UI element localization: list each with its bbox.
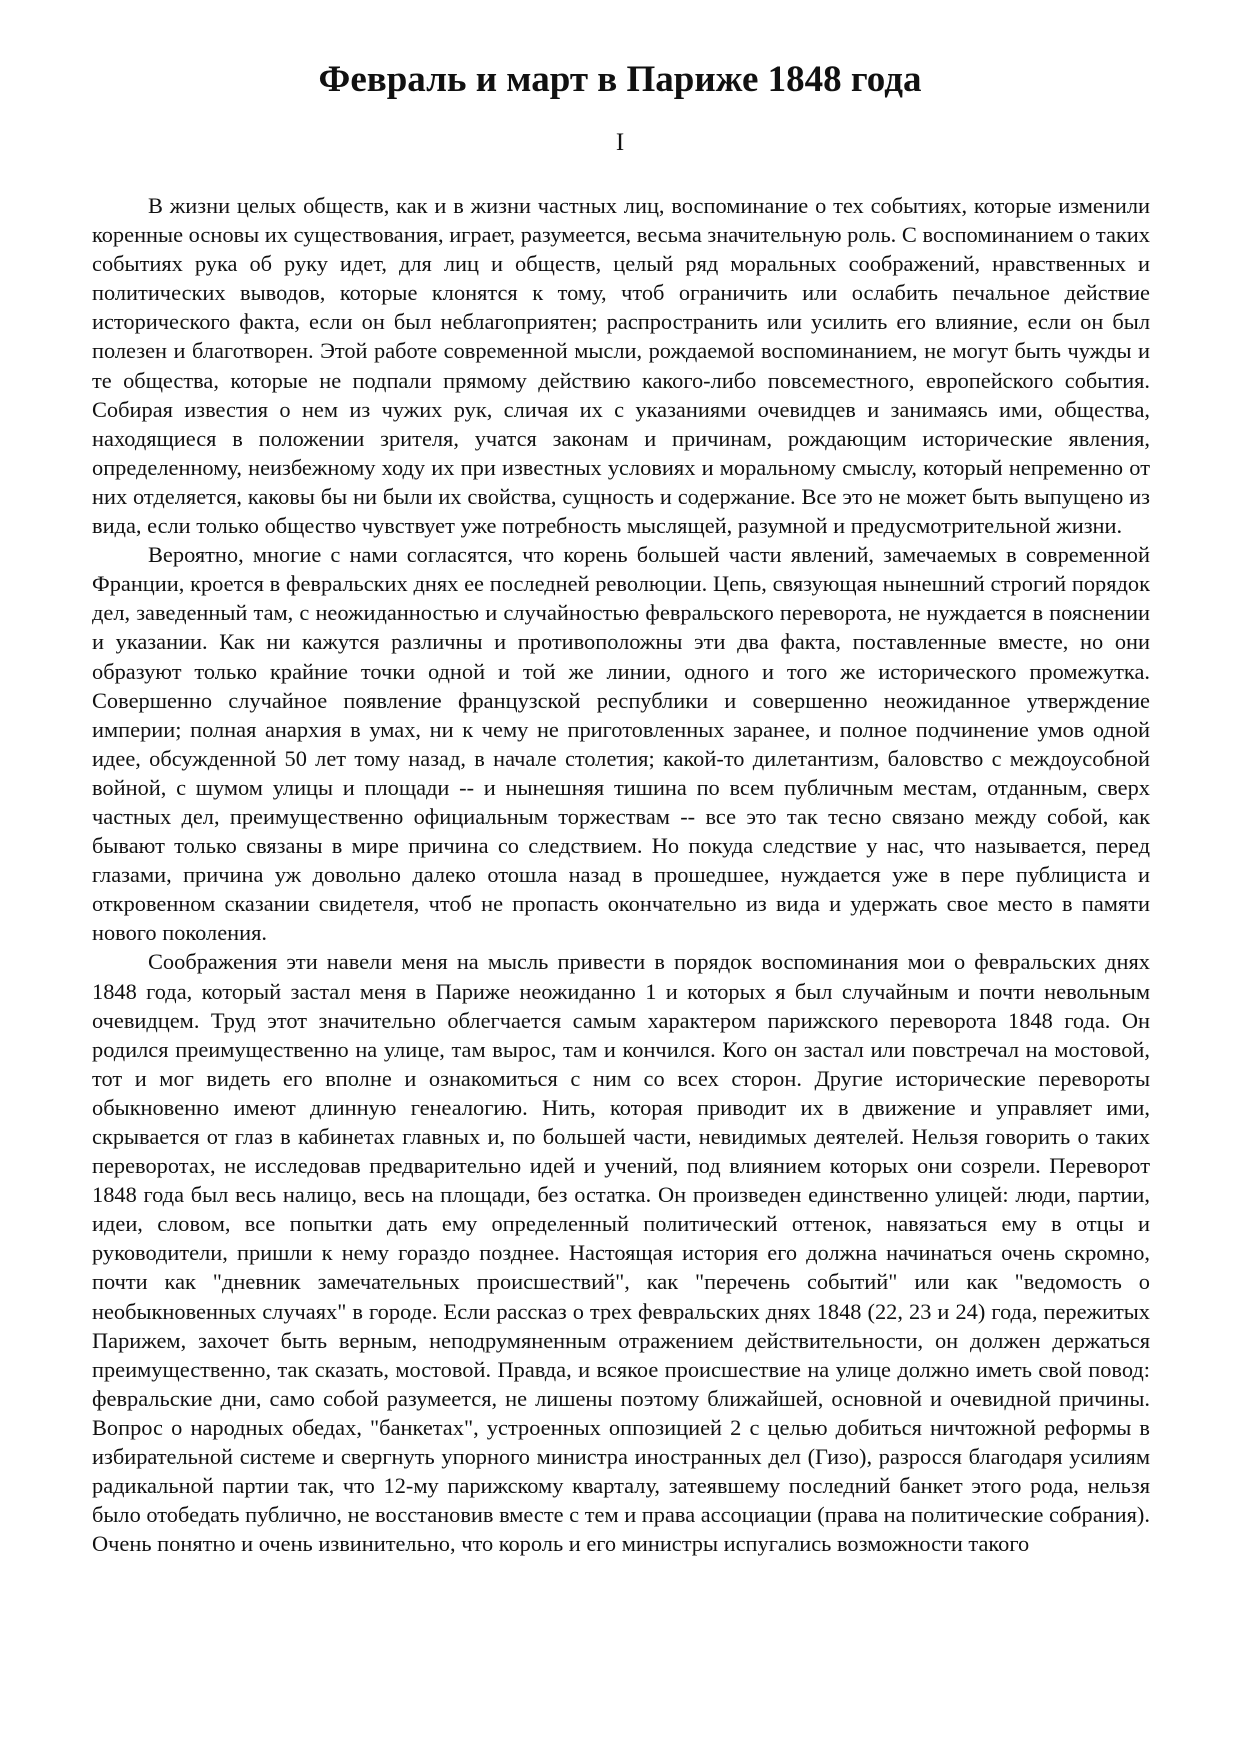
document-body [92,191,1150,1558]
section-number: I [615,129,625,156]
paragraph: Соображения эти навели меня на мысль привести в порядок воспоминания мои о февральских днях 1848 года, который застал меня в Париже неожиданно 1 и которых я был случайным и почти невольным очевидцем. Труд этот значительно облегчается самым характером парижского переворота 1848 года. Он родился преимущественно на улице, там вырос, там и кончился. Кого он застал или повстречал на мостовой, тот и мог видеть его вполне и ознакомиться с ним со всех сторон. Другие исторические перевороты обыкновенно имеют длинную генеалогию. Нить, которая приводит их в движение и управляет ими, скрывается от глаз в кабинетах главных и, по большей части, невидимых деятелей. Нельзя говорить о таких переворотах, не исследовав предварительно идей и учений, под влиянием которых они созрели. Переворот 1848 года был весь налицо, весь на площади, без остатка. Он произведен единственно улицей: люди, партии, идеи, словом, все попытки дать ему определенный политический оттенок, навязаться ему в отцы и руководители, пришли к нему гораздо позднее. Настоящая история его должна начинаться очень скромно, почти как "дневник замечательных происшествий", как "перечень событий" или как "ведомость о необыкновенных случаях" в городе. Если рассказ о трех февральских днях 1848 (22, 23 и 24) года, пережитых Парижем, захочет быть верным, неподрумяненным отражением действительности, он должен держаться преимущественно, так сказать, мостовой. Правда, и всякое происшествие на улице должно иметь свой повод: февральские дни, само собой разумеется, не лишены поэтому ближайшей, основной и очевидной причины. Вопрос о народных обедах, "банкетах", устроенных оппозицией 2 с целью добиться ничтожной реформы в избирательной системе и свергнуть упорного министра иностранных дел (Гизо), разросся благодаря усилиям радикальной партии так, что 12-му парижскому кварталу, затеявшему последний банкет этого рода, нельзя было отобедать публично, не восстановив вместе с тем и права ассоциации (права на политические собрания). Очень понятно и очень извинительно, что король и его министры испугались возможности такого [92,949,1150,1557]
paragraph: В жизни целых обществ, как и в жизни частных лиц, воспоминание о тех событиях, которые изменили коренные основы их существования, играет, разумеется, весьма значительную роль. С воспоминанием о таких событиях рука об руку идет, для лиц и обществ, целый ряд моральных соображений, нравственных и политических выводов, которые клонятся к тому, чтоб ограничить или ослабить печальное действие исторического факта, если он был неблагоприятен; распространить или усилить его влияние, если он был полезен и благотворен. Этой работе современной мысли, рождаемой воспоминанием, не могут быть чужды и те общества, которые не подпали прямому действию какого-либо повсеместного, европейского события. Собирая известия о нем из чужих рук, сличая их с указаниями очевидцев и занимаясь ими, общества, находящиеся в положении зрителя, учатся законам и причинам, рождающим исторические явления, определенному, неизбежному ходу их при известных условиях и моральному смыслу, который непременно от них отделяется, каковы бы ни были их свойства, сущность и содержание. Все это не может быть выпущено из вида, если только общество чувствует уже потребность мыслящей, разумной и предусмотрительной жизни. [92,193,1150,539]
document-title: Февраль и март в Париже 1848 года [318,59,922,100]
paragraph: Вероятно, многие с нами согласятся, что корень большей части явлений, замечаемых в современной Франции, кроется в февральских днях ее последней революции. Цепь, связующая нынешний строгий порядок дел, заведенный там, с неожиданностью и случайностью февральского переворота, не нуждается в пояснении и указании. Как ни кажутся различны и противоположны эти два факта, поставленные вместе, но они образуют только крайние точки одной и той же линии, одного и того же исторического промежутка. Совершенно случайное появление французской республики и совершенно неожиданное утверждение империи; полная анархия в умах, ни к чему не приготовленных заранее, и полное подчинение умов одной идее, обсужденной 50 лет тому назад, в начале столетия; какой-то дилетантизм, баловство с междоусобной войной, с шумом улицы и площади -- и нынешняя тишина по всем публичным местам, отданным, сверх частных дел, преимущественно официальным торжествам -- все это так тесно связано между собой, как бывают только связаны в мире причина со следствием. Но покуда следствие у нас, что называется, перед глазами, причина уж довольно далеко отошла назад в прошедшее, нуждается уже в пере публициста и откровенном сказании свидетеля, чтоб не пропасть окончательно из вида и удержать свое место в памяти нового поколения. [92,542,1150,946]
